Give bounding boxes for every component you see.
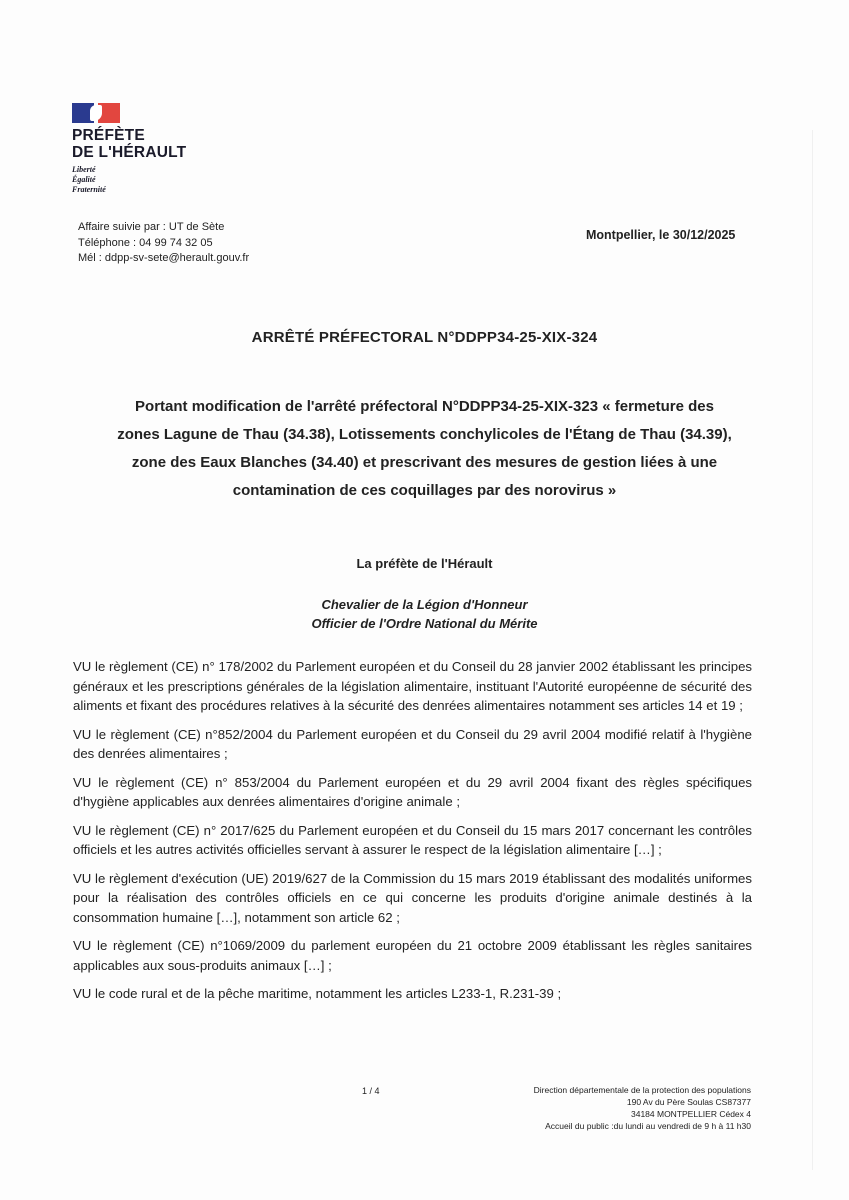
considerant-paragraph: VU le règlement (CE) n°852/2004 du Parlement européen et du Conseil du 29 avril 2004 modifié relatif à l'hygiène des denrées alimentaires ; (73, 726, 752, 761)
place-date: Montpellier, le 30/12/2025 (586, 228, 736, 242)
considerant-paragraph: VU le code rural et de la pêche maritime, notamment les articles L233-1, R.231-39 ; (73, 986, 562, 1001)
footer-address (534, 1084, 751, 1132)
prefecture-name-line2: DE L'HÉRAULT (72, 144, 187, 161)
considerants-list (73, 657, 752, 1013)
subject-line: zones Lagune de Thau (34.38), Lotissements conchylicoles de l'Étang de Thau (34.39), (117, 426, 732, 443)
contact-email: Mél : ddpp-sv-sete@herault.gouv.fr (78, 252, 250, 264)
republic-motto (72, 165, 186, 195)
authority-honors (0, 595, 849, 633)
marianne-flag-icon (72, 103, 120, 123)
contact-affaire: Affaire suivie par : UT de Sète (78, 221, 225, 233)
footer-line: 190 Av du Père Soulas CS87377 (626, 1097, 751, 1107)
considerant-paragraph: VU le règlement (CE) n° 178/2002 du Parlement européen et du Conseil du 28 janvier 2002 établissant les principes généraux et les prescriptions générales de la législation alimentaire, instituant l'Autorité européenne de sécurité des aliments et fixant des procédures relatives à la sécurité des denrées alimentaires notamment ses articles 14 et 19 ; (73, 659, 752, 713)
subject-line: contamination de ces coquillages par des norovirus » (232, 482, 617, 499)
scan-edge-divider (812, 130, 813, 1170)
page-number: 1 / 4 (362, 1086, 380, 1096)
honor-line: Chevalier de la Légion d'Honneur (321, 597, 528, 612)
motto-liberte: Liberté (72, 165, 96, 174)
footer-line: Accueil du public :du lundi au vendredi de 9 h à 11 h30 (545, 1121, 751, 1131)
prefecture-name (72, 127, 186, 161)
document-title: ARRÊTÉ PRÉFECTORAL N°DDPP34-25-XIX-324 (251, 329, 598, 346)
considerant-paragraph: VU le règlement (CE) n°1069/2009 du parlement européen du 21 octobre 2009 établissant les règles sanitaires applicables aux sous-produits animaux […] ; (73, 938, 752, 973)
considerant-paragraph: VU le règlement (CE) n° 2017/625 du Parlement européen et du Conseil du 15 mars 2017 concernant les contrôles officiels et les autres activités officielles servant à assurer le respect de la législation alimentaire […] ; (73, 822, 752, 857)
footer-line: Direction départementale de la protection des populations (533, 1085, 751, 1095)
subject-line: Portant modification de l'arrêté préfectoral N°DDPP34-25-XIX-323 « fermeture des (135, 398, 714, 415)
considerant-paragraph: VU le règlement (CE) n° 853/2004 du Parlement européen et du 29 avril 2004 fixant des règles spécifiques d'hygiène applicables aux denrées alimentaires d'origine animale ; (73, 774, 752, 809)
footer-line: 34184 MONTPELLIER Cédex 4 (630, 1109, 751, 1119)
prefecture-logo (72, 103, 186, 195)
subject-line: zone des Eaux Blanches (34.40) et prescrivant des mesures de gestion liées à une (131, 454, 718, 471)
motto-fraternite: Fraternité (72, 185, 106, 194)
honor-line: Officier de l'Ordre National du Mérite (311, 616, 538, 631)
document-subject (70, 393, 779, 505)
contact-block (78, 220, 249, 267)
prefecture-name-line1: PRÉFÈTE (72, 127, 145, 144)
motto-egalite: Égalité (72, 175, 96, 184)
authority-heading: La préfète de l'Hérault (356, 556, 493, 571)
contact-telephone: Téléphone : 04 99 74 32 05 (78, 236, 213, 249)
considerant-paragraph: VU le règlement d'exécution (UE) 2019/627 de la Commission du 15 mars 2019 établissant des modalités uniformes pour la réalisation des contrôles officiels en ce qui concerne les produits d'origine animale destinés à la consommation humaine […], notamment son article 62 ; (73, 870, 752, 925)
